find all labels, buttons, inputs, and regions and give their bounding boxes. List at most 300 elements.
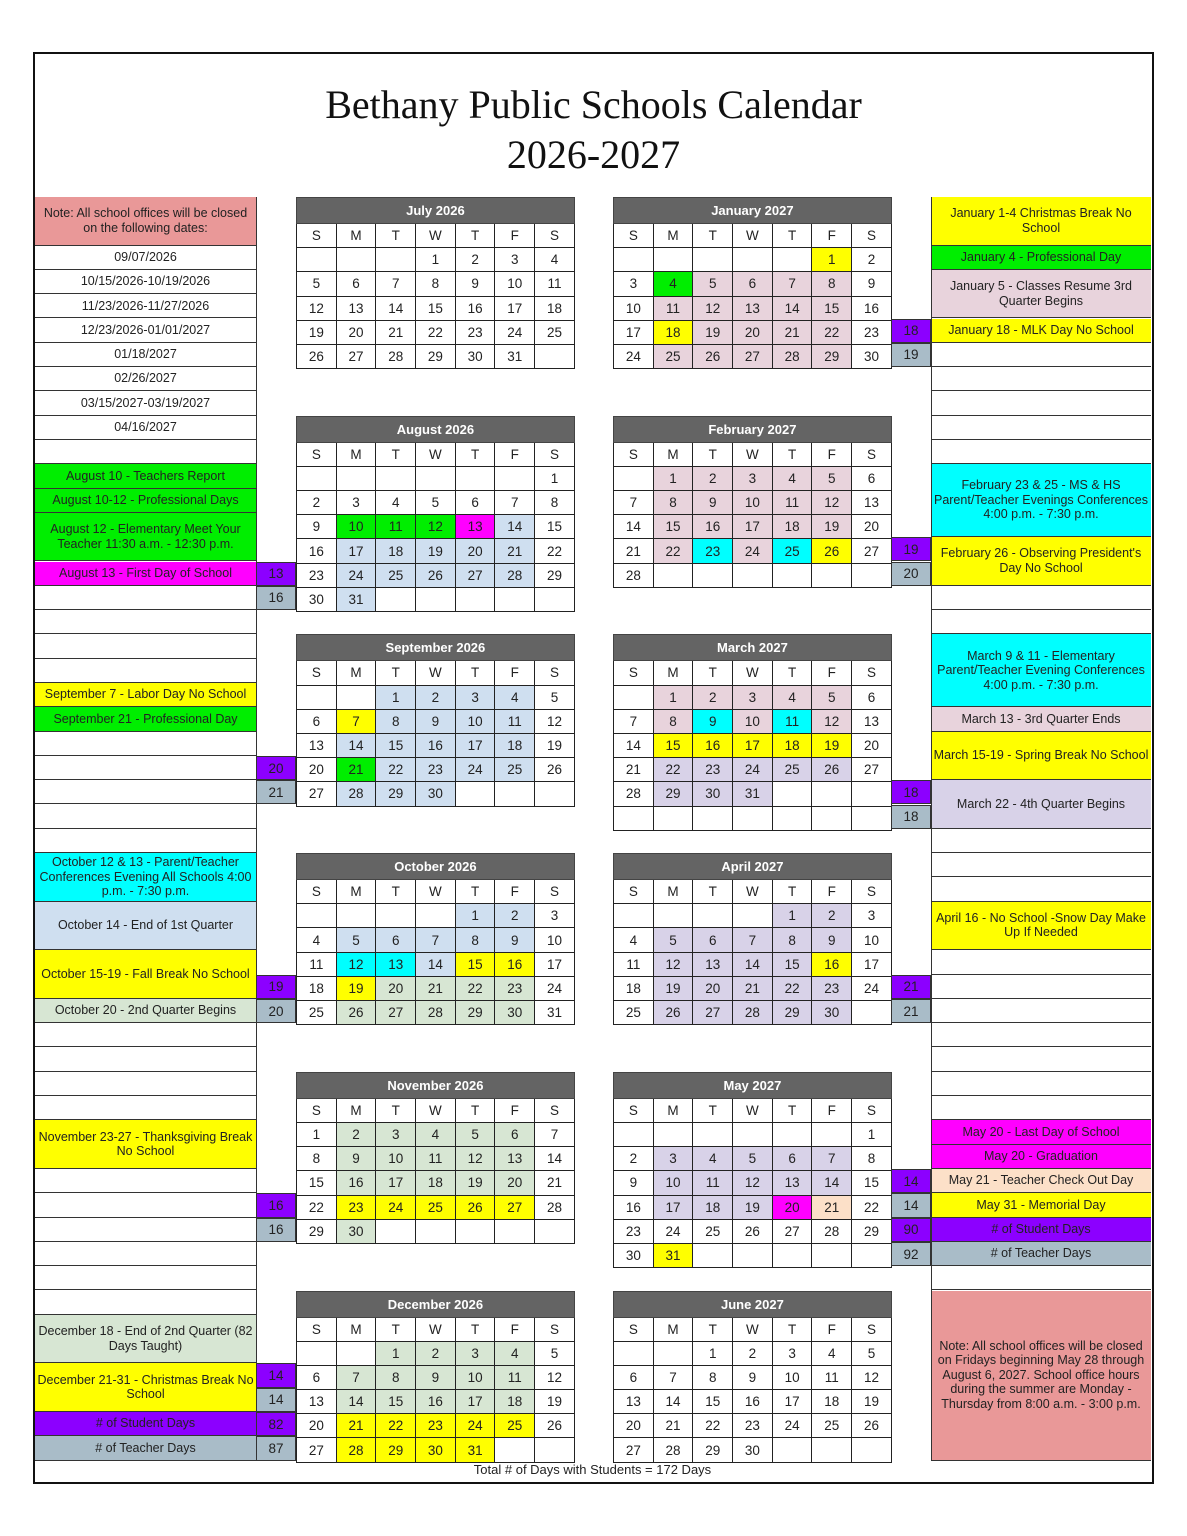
weekday-header: M xyxy=(653,442,693,466)
day-cell: 20 xyxy=(336,320,376,344)
teacher-days-count: 16 xyxy=(256,1218,296,1242)
day-cell: 26 xyxy=(812,539,852,563)
empty-day-cell xyxy=(614,1341,654,1365)
right-blank-row xyxy=(931,999,1151,1023)
right-blank-row xyxy=(931,391,1151,415)
day-cell: 26 xyxy=(297,344,337,368)
right-note: May 21 - Teacher Check Out Day xyxy=(931,1169,1151,1193)
day-cell: 11 xyxy=(614,952,654,976)
left-note: September 21 - Professional Day xyxy=(35,707,256,731)
day-cell: 22 xyxy=(852,1195,892,1219)
day-cell: 1 xyxy=(376,685,416,709)
empty-day-cell xyxy=(376,587,416,611)
month-april-2027 xyxy=(613,853,892,1025)
teacher-days-count: 20 xyxy=(256,999,296,1023)
right-blank-row xyxy=(931,829,1151,853)
teacher-days-count: 18 xyxy=(891,805,931,829)
day-cell: 1 xyxy=(297,1122,337,1146)
day-cell: 12 xyxy=(336,952,376,976)
day-cell: 9 xyxy=(693,491,733,515)
day-cell: 29 xyxy=(693,1438,733,1462)
weekday-header: S xyxy=(852,442,892,466)
day-cell: 14 xyxy=(614,515,654,539)
day-cell: 27 xyxy=(772,1219,812,1243)
empty-day-cell xyxy=(455,466,495,490)
day-cell: 23 xyxy=(733,1414,773,1438)
day-cell: 27 xyxy=(495,1195,535,1219)
day-cell: 24 xyxy=(535,976,575,1000)
day-cell: 6 xyxy=(336,272,376,296)
weekday-header: S xyxy=(297,224,337,248)
right-blank-row xyxy=(931,975,1151,999)
day-cell: 21 xyxy=(653,1414,693,1438)
empty-day-cell xyxy=(772,248,812,272)
empty-day-cell xyxy=(336,1341,376,1365)
day-cell: 9 xyxy=(812,928,852,952)
weekday-header: S xyxy=(297,442,337,466)
weekday-header: T xyxy=(376,442,416,466)
month-november-2026 xyxy=(296,1072,575,1244)
day-cell: 10 xyxy=(653,1171,693,1195)
day-cell: 1 xyxy=(693,1341,733,1365)
left-blank-row xyxy=(35,1023,256,1047)
left-note: November 23-27 - Thanksgiving Break No School xyxy=(35,1120,256,1169)
day-cell: 5 xyxy=(297,272,337,296)
day-cell: 28 xyxy=(614,782,654,806)
day-cell: 19 xyxy=(535,1390,575,1414)
day-cell: 24 xyxy=(653,1219,693,1243)
day-cell: 4 xyxy=(772,466,812,490)
day-cell: 4 xyxy=(416,1122,456,1146)
right-column-divider xyxy=(931,197,932,1460)
day-cell: 12 xyxy=(653,952,693,976)
day-cell: 6 xyxy=(772,1147,812,1171)
day-cell: 13 xyxy=(733,296,773,320)
empty-day-cell xyxy=(336,685,376,709)
day-cell: 16 xyxy=(614,1195,654,1219)
weekday-header: M xyxy=(336,224,376,248)
day-cell: 23 xyxy=(614,1219,654,1243)
teacher-days-count: 14 xyxy=(891,1193,931,1217)
day-cell: 30 xyxy=(812,1001,852,1025)
weekday-header: W xyxy=(416,1098,456,1122)
day-cell: 9 xyxy=(455,272,495,296)
day-cell: 15 xyxy=(693,1390,733,1414)
day-cell: 26 xyxy=(852,1414,892,1438)
empty-day-cell xyxy=(455,1219,495,1243)
weekday-header: M xyxy=(336,661,376,685)
day-cell: 20 xyxy=(852,733,892,757)
day-cell: 3 xyxy=(772,1341,812,1365)
day-cell: 25 xyxy=(653,344,693,368)
day-cell: 5 xyxy=(535,1341,575,1365)
empty-day-cell xyxy=(614,806,654,830)
empty-day-cell xyxy=(772,782,812,806)
day-cell: 21 xyxy=(614,758,654,782)
day-cell: 7 xyxy=(336,709,376,733)
day-cell: 11 xyxy=(653,296,693,320)
right-blank-row xyxy=(931,586,1151,610)
day-cell: 6 xyxy=(614,1365,654,1389)
left-blank-row xyxy=(35,1193,256,1217)
day-cell: 19 xyxy=(535,733,575,757)
teacher-days-count: 16 xyxy=(256,586,296,610)
day-cell: 8 xyxy=(653,709,693,733)
day-cell: 15 xyxy=(376,733,416,757)
empty-day-cell xyxy=(416,466,456,490)
day-cell: 22 xyxy=(653,539,693,563)
left-note: 11/23/2026-11/27/2026 xyxy=(35,294,256,318)
day-cell: 16 xyxy=(693,733,733,757)
empty-day-cell xyxy=(376,466,416,490)
weekday-header: S xyxy=(535,1317,575,1341)
weekday-header: S xyxy=(535,661,575,685)
weekday-header: W xyxy=(416,661,456,685)
day-cell: 6 xyxy=(376,928,416,952)
day-cell: 12 xyxy=(297,296,337,320)
day-cell: 17 xyxy=(535,952,575,976)
student-days-count: 21 xyxy=(891,975,931,999)
student-days-count: 18 xyxy=(891,780,931,804)
right-note: # of Teacher Days xyxy=(931,1242,1151,1266)
day-cell: 25 xyxy=(376,563,416,587)
day-cell: 3 xyxy=(376,1122,416,1146)
empty-day-cell xyxy=(455,782,495,806)
student-days-count: 13 xyxy=(256,562,296,586)
empty-day-cell xyxy=(812,782,852,806)
weekday-header: M xyxy=(653,880,693,904)
empty-day-cell xyxy=(812,563,852,587)
right-blank-row xyxy=(931,416,1151,440)
day-cell: 15 xyxy=(416,296,456,320)
day-cell: 5 xyxy=(535,685,575,709)
empty-day-cell xyxy=(772,563,812,587)
day-cell: 10 xyxy=(535,928,575,952)
month-title: March 2027 xyxy=(614,635,892,661)
day-cell: 4 xyxy=(297,928,337,952)
day-cell: 3 xyxy=(733,466,773,490)
day-cell: 17 xyxy=(376,1171,416,1195)
day-cell: 11 xyxy=(416,1147,456,1171)
day-cell: 22 xyxy=(416,320,456,344)
day-cell: 29 xyxy=(653,782,693,806)
empty-day-cell xyxy=(693,563,733,587)
day-cell: 12 xyxy=(535,1365,575,1389)
day-cell: 19 xyxy=(336,976,376,1000)
day-cell: 17 xyxy=(653,1195,693,1219)
empty-day-cell xyxy=(772,806,812,830)
day-cell: 28 xyxy=(653,1438,693,1462)
weekday-header: W xyxy=(733,880,773,904)
day-cell: 20 xyxy=(297,1414,337,1438)
day-cell: 26 xyxy=(733,1219,773,1243)
day-cell: 29 xyxy=(416,344,456,368)
weekday-header: T xyxy=(772,224,812,248)
left-blank-row xyxy=(35,1266,256,1290)
day-cell: 17 xyxy=(495,296,535,320)
left-note: August 12 - Elementary Meet Your Teacher 11:30 a.m. - 12:30 p.m. xyxy=(35,513,256,562)
day-cell: 4 xyxy=(495,1341,535,1365)
day-cell: 9 xyxy=(297,515,337,539)
day-cell: 25 xyxy=(614,1001,654,1025)
weekday-header: T xyxy=(455,224,495,248)
day-cell: 25 xyxy=(297,1001,337,1025)
weekday-header: T xyxy=(376,224,416,248)
weekday-header: S xyxy=(852,661,892,685)
day-cell: 8 xyxy=(376,709,416,733)
day-cell: 10 xyxy=(852,928,892,952)
weekday-header: T xyxy=(693,1317,733,1341)
day-cell: 29 xyxy=(376,1438,416,1462)
day-cell: 29 xyxy=(852,1219,892,1243)
day-cell: 27 xyxy=(693,1001,733,1025)
day-cell: 11 xyxy=(297,952,337,976)
day-cell: 14 xyxy=(336,1390,376,1414)
day-cell: 14 xyxy=(535,1147,575,1171)
empty-day-cell xyxy=(297,685,337,709)
empty-day-cell xyxy=(653,806,693,830)
day-cell: 24 xyxy=(455,1414,495,1438)
left-blank-row xyxy=(35,805,256,829)
day-cell: 6 xyxy=(852,466,892,490)
left-blank-row xyxy=(35,586,256,610)
day-cell: 20 xyxy=(733,320,773,344)
day-cell: 21 xyxy=(812,1195,852,1219)
day-cell: 15 xyxy=(812,296,852,320)
day-cell: 12 xyxy=(733,1171,773,1195)
day-cell: 3 xyxy=(336,491,376,515)
day-cell: 10 xyxy=(376,1147,416,1171)
day-cell: 6 xyxy=(733,272,773,296)
day-cell: 19 xyxy=(455,1171,495,1195)
day-cell: 14 xyxy=(336,733,376,757)
day-cell: 20 xyxy=(297,758,337,782)
day-cell: 4 xyxy=(495,685,535,709)
day-cell: 28 xyxy=(416,1001,456,1025)
weekday-header: W xyxy=(733,661,773,685)
day-cell: 30 xyxy=(693,782,733,806)
day-cell: 7 xyxy=(653,1365,693,1389)
day-cell: 12 xyxy=(812,491,852,515)
weekday-header: S xyxy=(614,880,654,904)
month-june-2027 xyxy=(613,1291,892,1463)
day-cell: 28 xyxy=(336,1438,376,1462)
day-cell: 11 xyxy=(693,1171,733,1195)
empty-day-cell xyxy=(495,466,535,490)
day-cell: 22 xyxy=(812,320,852,344)
day-cell: 27 xyxy=(376,1001,416,1025)
day-cell: 27 xyxy=(336,344,376,368)
day-cell: 26 xyxy=(535,1414,575,1438)
weekday-header: T xyxy=(455,661,495,685)
month-july-2026 xyxy=(296,197,575,369)
right-note: February 26 - Observing President's Day No School xyxy=(931,537,1151,586)
day-cell: 18 xyxy=(614,976,654,1000)
weekday-header: S xyxy=(535,442,575,466)
day-cell: 16 xyxy=(416,1390,456,1414)
day-cell: 13 xyxy=(852,709,892,733)
day-cell: 19 xyxy=(733,1195,773,1219)
weekday-header: M xyxy=(336,880,376,904)
empty-day-cell xyxy=(653,563,693,587)
day-cell: 4 xyxy=(535,248,575,272)
month-title: November 2026 xyxy=(297,1072,575,1098)
weekday-header: S xyxy=(852,1317,892,1341)
day-cell: 10 xyxy=(336,515,376,539)
day-cell: 25 xyxy=(535,320,575,344)
day-cell: 27 xyxy=(733,344,773,368)
day-cell: 3 xyxy=(733,685,773,709)
right-note: # of Student Days xyxy=(931,1218,1151,1242)
day-cell: 14 xyxy=(812,1171,852,1195)
weekday-header: T xyxy=(455,880,495,904)
day-cell: 24 xyxy=(852,976,892,1000)
day-cell: 3 xyxy=(455,1341,495,1365)
day-cell: 5 xyxy=(336,928,376,952)
empty-day-cell xyxy=(733,806,773,830)
day-cell: 27 xyxy=(297,782,337,806)
weekday-header: W xyxy=(416,880,456,904)
month-may-2027 xyxy=(613,1072,892,1268)
day-cell: 12 xyxy=(693,296,733,320)
day-cell: 22 xyxy=(693,1414,733,1438)
day-cell: 12 xyxy=(812,709,852,733)
empty-day-cell xyxy=(376,1219,416,1243)
left-note: 01/18/2027 xyxy=(35,343,256,367)
day-cell: 15 xyxy=(455,952,495,976)
teacher-days-count: 87 xyxy=(256,1436,296,1460)
day-cell: 12 xyxy=(416,515,456,539)
day-cell: 18 xyxy=(535,296,575,320)
weekday-header: S xyxy=(297,880,337,904)
day-cell: 9 xyxy=(336,1147,376,1171)
empty-day-cell xyxy=(297,248,337,272)
day-cell: 22 xyxy=(455,976,495,1000)
day-cell: 15 xyxy=(772,952,812,976)
day-cell: 26 xyxy=(416,563,456,587)
day-cell: 14 xyxy=(376,296,416,320)
day-cell: 28 xyxy=(812,1219,852,1243)
day-cell: 11 xyxy=(772,709,812,733)
weekday-header: S xyxy=(614,224,654,248)
left-blank-row xyxy=(35,732,256,756)
day-cell: 23 xyxy=(336,1195,376,1219)
day-cell: 1 xyxy=(455,904,495,928)
day-cell: 2 xyxy=(852,248,892,272)
day-cell: 23 xyxy=(693,758,733,782)
day-cell: 9 xyxy=(416,709,456,733)
day-cell: 18 xyxy=(416,1171,456,1195)
day-cell: 16 xyxy=(812,952,852,976)
weekday-header: S xyxy=(535,224,575,248)
weekday-header: T xyxy=(455,1317,495,1341)
day-cell: 2 xyxy=(455,248,495,272)
weekday-header: M xyxy=(653,661,693,685)
day-cell: 4 xyxy=(812,1341,852,1365)
day-cell: 10 xyxy=(733,491,773,515)
day-cell: 19 xyxy=(416,539,456,563)
teacher-days-count: 14 xyxy=(256,1388,296,1412)
right-note: Note: All school offices will be closed on Fridays beginning May 28 through August 6, 2027. School office hours during the summer are Monday - Thursday from 8:00 a.m. - 3:00 p.m. xyxy=(931,1291,1151,1461)
weekday-header: T xyxy=(772,880,812,904)
weekday-header: F xyxy=(812,1317,852,1341)
weekday-header: T xyxy=(772,442,812,466)
day-cell: 20 xyxy=(852,515,892,539)
weekday-header: S xyxy=(297,1098,337,1122)
day-cell: 25 xyxy=(772,539,812,563)
teacher-days-count: 21 xyxy=(891,999,931,1023)
empty-day-cell xyxy=(733,1122,773,1146)
day-cell: 23 xyxy=(297,563,337,587)
day-cell: 10 xyxy=(455,1365,495,1389)
empty-day-cell xyxy=(495,1219,535,1243)
day-cell: 13 xyxy=(772,1171,812,1195)
empty-day-cell xyxy=(416,1219,456,1243)
day-cell: 2 xyxy=(297,491,337,515)
day-cell: 16 xyxy=(852,296,892,320)
total-student-days: Total # of Days with Students = 172 Days xyxy=(473,1462,712,1477)
day-cell: 3 xyxy=(852,904,892,928)
empty-day-cell xyxy=(535,587,575,611)
weekday-header: T xyxy=(376,1317,416,1341)
day-cell: 16 xyxy=(733,1390,773,1414)
day-cell: 11 xyxy=(495,709,535,733)
day-cell: 10 xyxy=(733,709,773,733)
left-note: August 10-12 - Professional Days xyxy=(35,489,256,513)
left-note: August 13 - First Day of School xyxy=(35,562,256,586)
day-cell: 13 xyxy=(495,1147,535,1171)
weekday-header: F xyxy=(812,880,852,904)
day-cell: 6 xyxy=(297,1365,337,1389)
empty-day-cell xyxy=(653,1341,693,1365)
empty-day-cell xyxy=(416,904,456,928)
day-cell: 31 xyxy=(535,1001,575,1025)
weekday-header: W xyxy=(733,1098,773,1122)
weekday-header: M xyxy=(336,1317,376,1341)
day-cell: 18 xyxy=(772,515,812,539)
day-cell: 20 xyxy=(455,539,495,563)
day-cell: 4 xyxy=(614,928,654,952)
day-cell: 30 xyxy=(336,1219,376,1243)
day-cell: 28 xyxy=(614,563,654,587)
weekday-header: M xyxy=(336,1098,376,1122)
day-cell: 23 xyxy=(852,320,892,344)
day-cell: 15 xyxy=(297,1171,337,1195)
right-blank-row xyxy=(931,440,1151,464)
day-cell: 4 xyxy=(376,491,416,515)
empty-day-cell xyxy=(614,248,654,272)
day-cell: 11 xyxy=(812,1365,852,1389)
empty-day-cell xyxy=(812,1243,852,1267)
empty-day-cell xyxy=(416,587,456,611)
day-cell: 8 xyxy=(852,1147,892,1171)
day-cell: 27 xyxy=(614,1438,654,1462)
day-cell: 21 xyxy=(495,539,535,563)
day-cell: 3 xyxy=(495,248,535,272)
left-note: 09/07/2026 xyxy=(35,246,256,270)
empty-day-cell xyxy=(693,904,733,928)
empty-day-cell xyxy=(852,1001,892,1025)
day-cell: 16 xyxy=(693,515,733,539)
right-blank-row xyxy=(931,610,1151,634)
empty-day-cell xyxy=(733,904,773,928)
day-cell: 25 xyxy=(772,758,812,782)
right-note: January 4 - Professional Day xyxy=(931,246,1151,270)
day-cell: 3 xyxy=(455,685,495,709)
day-cell: 28 xyxy=(336,782,376,806)
left-note: October 20 - 2nd Quarter Begins xyxy=(35,999,256,1023)
day-cell: 30 xyxy=(416,782,456,806)
